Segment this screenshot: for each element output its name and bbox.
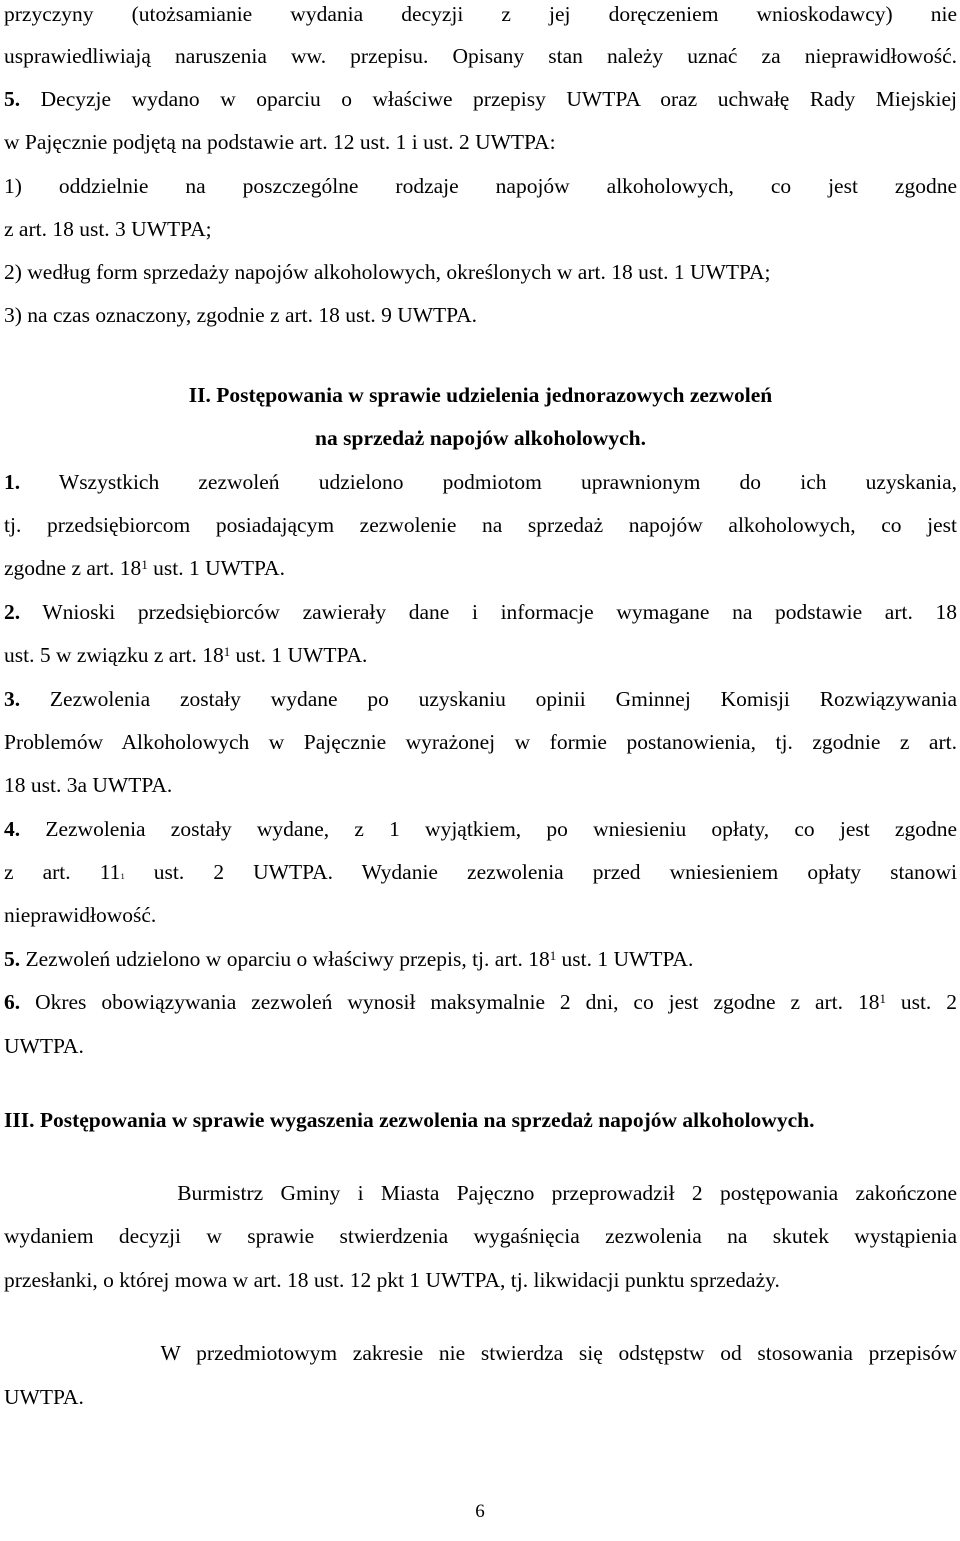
text-span: zgodne z art. 18	[4, 556, 142, 580]
text-line: wydaniem decyzji w sprawie stwierdzenia wygaśnięcia zezwolenia na skutek wystąpienia	[4, 1224, 957, 1248]
text-line: W przedmiotowym zakresie nie stwierdza się odstępstw od stosowania przepisów	[4, 1341, 957, 1365]
item-number: 3.	[4, 687, 21, 711]
section-heading: na sprzedaż napojów alkoholowych.	[315, 426, 646, 450]
text-span: Wnioski przedsiębiorców zawierały dane i informacje wymagane na podstawie art. 18	[20, 600, 957, 624]
superscript: 1	[120, 871, 125, 881]
text-line	[4, 685, 957, 713]
item-number: 5.	[4, 947, 21, 971]
text-span: ust. 5 w związku z art. 18	[4, 643, 224, 667]
text-line: usprawiedliwiają naruszenia ww. przepisu. Opisany stan należy uznać za nieprawidłowość.	[4, 44, 957, 68]
item-number: 4.	[4, 817, 21, 841]
superscript: 1	[223, 645, 231, 659]
text-span: Okres obowiązywania zezwoleń wynosił maksymalnie 2 dni, co jest zgodne z art. 18	[20, 990, 880, 1014]
text-line: Burmistrz Gminy i Miasta Pajęczno przeprowadził 2 postępowania zakończone	[4, 1181, 957, 1205]
text-line: przesłanki, o której mowa w art. 18 ust. 12 pkt 1 UWTPA, tj. likwidacji punktu sprzedaży.	[4, 1268, 780, 1292]
text-line: 2) według form sprzedaży napojów alkoholowych, określonych w art. 18 ust. 1 UWTPA;	[4, 260, 771, 284]
text-span: Zezwolenia zostały wydane, z 1 wyjątkiem, po wniesieniu opłaty, co jest zgodne	[20, 817, 957, 841]
text-line	[4, 554, 957, 582]
text-line: nieprawidłowość.	[4, 903, 157, 927]
text-line: Problemów Alkoholowych w Pajęcznie wyrażonej w formie postanowienia, tj. zgodnie z art.	[4, 730, 957, 754]
superscript: 1	[549, 949, 557, 963]
text-span: z art. 11	[4, 860, 121, 884]
text-line	[4, 641, 957, 669]
section-heading: III. Postępowania w sprawie wygaszenia zezwolenia na sprzedaż napojów alkoholowych.	[4, 1108, 815, 1132]
text-span: Wszystkich zezwoleń udzielono podmiotom uprawnionym do ich uzyskania,	[20, 470, 957, 494]
text-span: ust. 2 UWTPA. Wydanie zezwolenia przed wniesieniem opłaty stanowi	[124, 860, 958, 884]
text-line: tj. przedsiębiorcom posiadającym zezwolenie na sprzedaż napojów alkoholowych, co jest	[4, 513, 957, 537]
text-line	[4, 988, 957, 1016]
text-line: z art. 18 ust. 3 UWTPA;	[4, 217, 212, 241]
text-line	[4, 945, 957, 973]
text-span: ust. 2	[885, 990, 958, 1014]
text-line: przyczyny (utożsamianie wydania decyzji z jej doręczeniem wnioskodawcy) nie	[4, 2, 957, 26]
item-number: 2.	[4, 600, 21, 624]
superscript: 1	[141, 558, 148, 572]
text-span: Zezwolenia zostały wydane po uzyskaniu opinii Gminnej Komisji Rozwiązywania	[20, 687, 957, 711]
text-line	[4, 858, 957, 890]
superscript: 1	[879, 992, 886, 1006]
text-line: 3) na czas oznaczony, zgodnie z art. 18 ust. 9 UWTPA.	[4, 303, 478, 327]
text-span: ust. 1 UWTPA.	[556, 947, 694, 971]
page-number: 6	[475, 1501, 485, 1522]
item-number: 1.	[4, 470, 21, 494]
text-span: ust. 1 UWTPA.	[230, 643, 368, 667]
text-line	[4, 468, 957, 496]
text-line: UWTPA.	[4, 1385, 84, 1409]
text-line	[4, 598, 957, 626]
text-line: 1) oddzielnie na poszczególne rodzaje napojów alkoholowych, co jest zgodne	[4, 174, 957, 198]
text-line: w Pajęcznie podjętą na podstawie art. 12 ust. 1 i ust. 2 UWTPA:	[4, 130, 556, 154]
text-line	[4, 815, 957, 843]
section-heading: II. Postępowania w sprawie udzielenia jednorazowych zezwoleń	[188, 383, 773, 407]
text-line: UWTPA.	[4, 1034, 84, 1058]
item-number: 5.	[4, 87, 21, 111]
text-span: ust. 1 UWTPA.	[147, 556, 285, 580]
item-number: 6.	[4, 990, 21, 1014]
text-span: Decyzje wydano w oparciu o właściwe przepisy UWTPA oraz uchwałę Rady Miejskiej	[20, 87, 957, 111]
text-line	[4, 85, 957, 113]
text-span: Zezwoleń udzielono w oparciu o właściwy przepis, tj. art. 18	[20, 947, 550, 971]
text-line: 18 ust. 3a UWTPA.	[4, 773, 173, 797]
